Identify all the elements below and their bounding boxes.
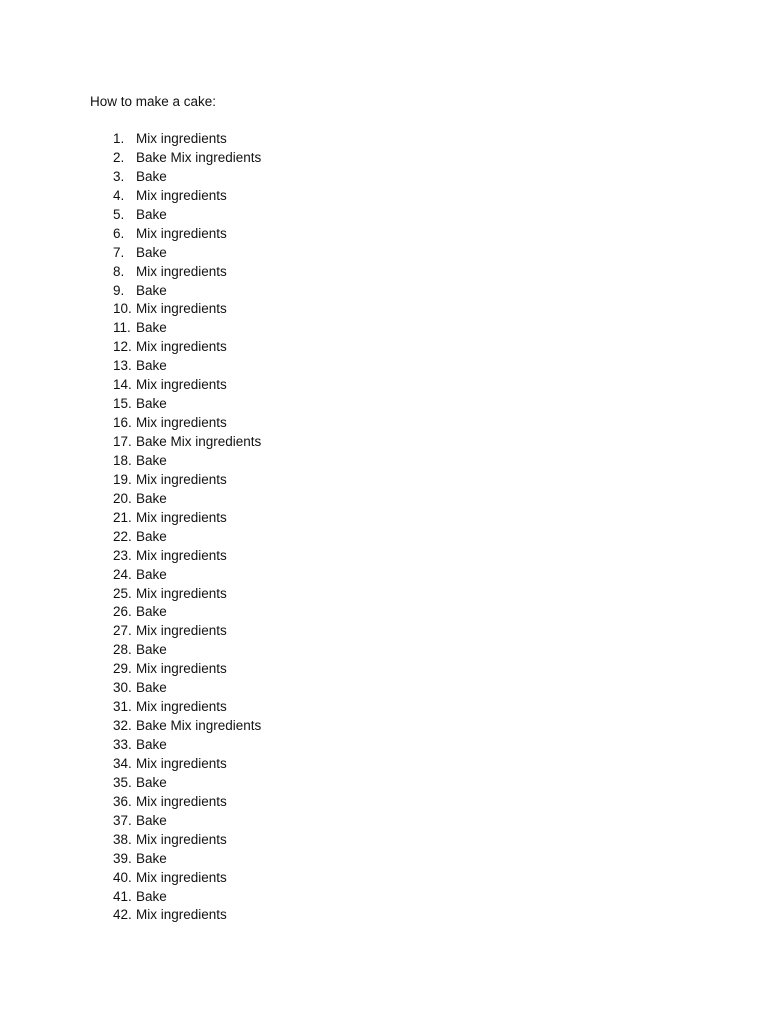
list-item-text: Mix ingredients <box>136 547 227 563</box>
list-item-number: 18. <box>113 452 132 468</box>
list-item-text: Bake <box>136 566 167 582</box>
list-item-text: Bake <box>136 320 167 336</box>
list-item-text: Bake <box>136 850 167 866</box>
list-item-number: 40. <box>113 869 132 885</box>
list-item-number: 3. <box>113 168 125 184</box>
list-item-number: 29. <box>113 661 132 677</box>
list-item-number: 35. <box>113 774 132 790</box>
list-item-text: Mix ingredients <box>136 623 227 639</box>
list-item-text: Bake <box>136 604 167 620</box>
list-item-text: Bake <box>136 358 167 374</box>
list-item-number: 37. <box>113 812 132 828</box>
list-item-text: Mix ingredients <box>136 585 227 601</box>
list-item-number: 17. <box>113 434 132 449</box>
list-item-text: Mix ingredients <box>136 831 227 847</box>
list-item-text: Bake <box>136 528 167 544</box>
list-item-number: 14. <box>113 377 132 393</box>
list-item-number: 16. <box>113 415 132 431</box>
list-item-text: Bake <box>136 737 167 752</box>
list-item-number: 23. <box>113 547 132 563</box>
list-item-text: Bake Mix ingredients <box>136 149 262 165</box>
list-item-number: 1. <box>113 131 125 146</box>
list-item-number: 15. <box>113 396 132 412</box>
list-item-number: 32. <box>113 718 132 734</box>
list-item-text: Mix ingredients <box>136 263 227 279</box>
list-item-text: Bake <box>136 490 167 506</box>
list-item-number: 9. <box>113 282 125 298</box>
list-item-text: Bake <box>136 774 167 790</box>
list-item-number: 31. <box>113 699 132 715</box>
list-item-number: 19. <box>113 471 132 487</box>
list-item-number: 41. <box>113 888 132 904</box>
list-item-number: 22. <box>113 528 132 544</box>
list-item-text: Bake <box>136 206 167 222</box>
list-item-number: 38. <box>113 831 132 847</box>
list-item-number: 30. <box>113 680 132 696</box>
list-item-number: 12. <box>113 339 132 355</box>
list-item-text: Mix ingredients <box>136 471 227 487</box>
list-item-text: Bake <box>136 642 167 658</box>
list-item-text: Bake <box>136 452 167 468</box>
list-item-text: Bake <box>136 244 167 260</box>
list-item-number: 13. <box>113 358 132 374</box>
list-item-text: Mix ingredients <box>136 661 227 677</box>
list-item-text: Mix ingredients <box>136 509 227 525</box>
list-item-text: Bake <box>136 282 167 298</box>
list-item-number: 42. <box>113 907 132 923</box>
list-item-number: 20. <box>113 490 132 506</box>
list-item-text: Mix ingredients <box>136 301 227 317</box>
list-item-number: 4. <box>113 187 125 203</box>
list-item-text: Mix ingredients <box>136 225 227 241</box>
list-item-number: 34. <box>113 755 132 771</box>
list-item-text: Bake <box>136 888 167 904</box>
list-item-number: 11. <box>113 320 131 336</box>
list-item-text: Bake Mix ingredients <box>136 718 262 734</box>
list-item-number: 10. <box>113 301 132 317</box>
list-item-text: Mix ingredients <box>136 131 227 146</box>
list-item-text: Mix ingredients <box>136 187 227 203</box>
list-item-text: Bake <box>136 168 167 184</box>
list-item-text: Mix ingredients <box>136 415 227 431</box>
list-item-text: Mix ingredients <box>136 339 227 355</box>
list-item-text: Bake <box>136 680 167 696</box>
list-item-text: Bake Mix ingredients <box>136 434 262 449</box>
list-item-number: 6. <box>113 225 125 241</box>
list-item-text: Bake <box>136 812 167 828</box>
list-item-text: Mix ingredients <box>136 793 227 809</box>
list-item-text: Mix ingredients <box>136 699 227 715</box>
list-item-text: Mix ingredients <box>136 869 227 885</box>
list-item-text: Mix ingredients <box>136 377 227 393</box>
list-item-number: 21. <box>113 509 132 525</box>
list-item-text: Bake <box>136 396 167 412</box>
list-item-number: 33. <box>113 737 132 752</box>
list-item-text: Mix ingredients <box>136 755 227 771</box>
list-item-text: Mix ingredients <box>136 907 227 923</box>
list-item-number: 25. <box>113 585 132 601</box>
list-item-number: 39. <box>113 850 132 866</box>
list-item-number: 8. <box>113 263 125 279</box>
list-item-number: 5. <box>113 206 125 222</box>
list-item-number: 2. <box>113 149 125 165</box>
list-item-number: 28. <box>113 642 132 658</box>
list-item-number: 27. <box>113 623 132 639</box>
list-item-number: 7. <box>113 244 125 260</box>
list-item-number: 26. <box>113 604 132 620</box>
list-item-number: 36. <box>113 793 132 809</box>
list-item-number: 24. <box>113 566 132 582</box>
document-heading: How to make a cake: <box>90 94 217 109</box>
